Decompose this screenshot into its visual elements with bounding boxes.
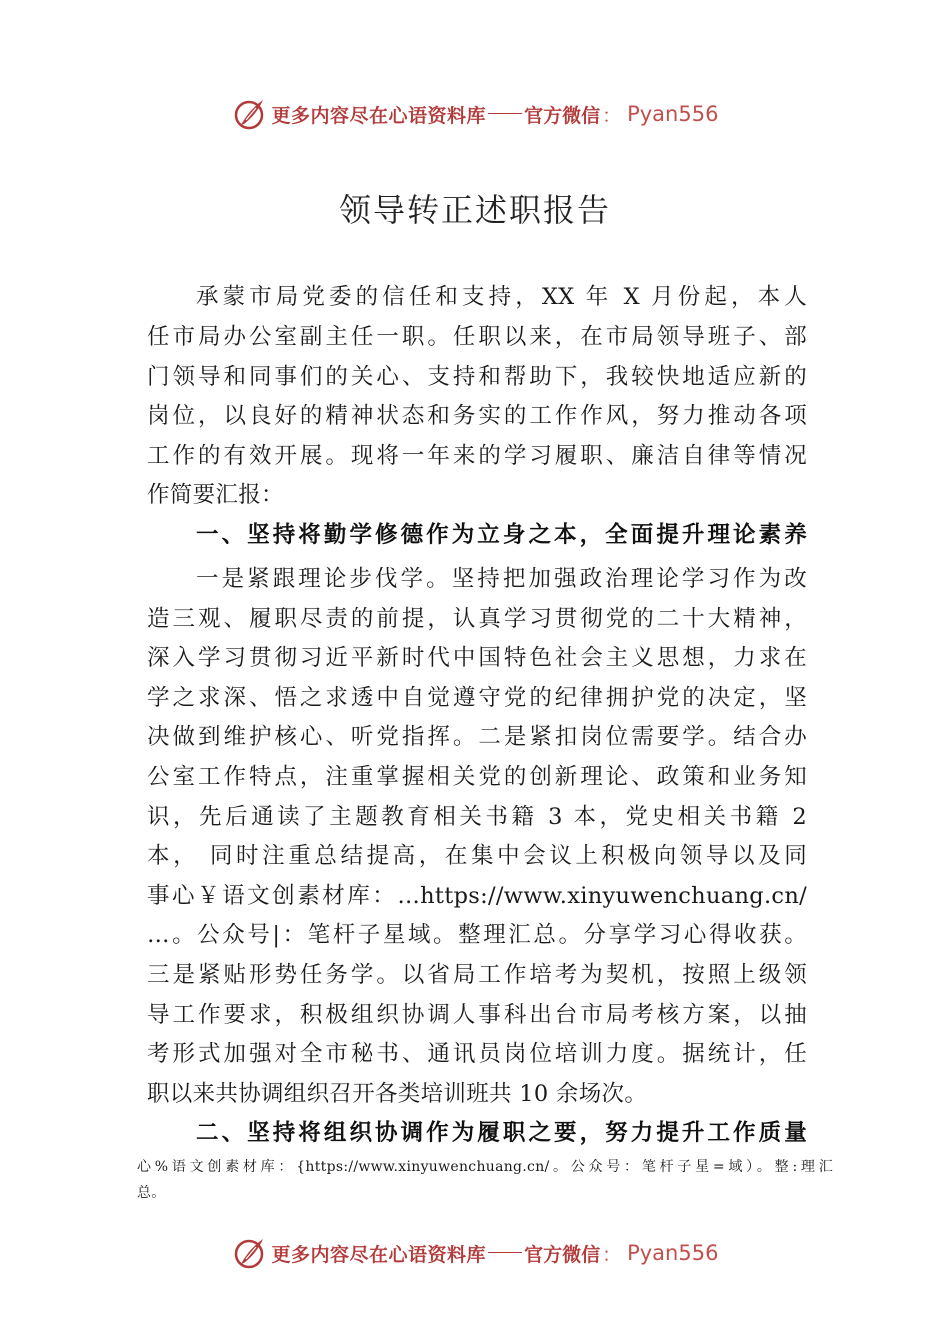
banner-brand-text: 更多内容尽在心语资料库 bbox=[271, 1243, 487, 1266]
paragraph-line: 三是紧贴形势任务学。以省局工作培考为契机，按照上级领 bbox=[147, 962, 807, 988]
paragraph-line: 任市局办公室副主任一职。任职以来，在市局领导班子、部 bbox=[147, 324, 807, 350]
paragraph-line: 事心￥语文创素材库：…https://www.xinyuwenchuang.cn/ bbox=[147, 883, 807, 909]
paragraph-line: 识，先后通读了主题教育相关书籍 3 本，党史相关书籍 2 bbox=[147, 804, 807, 830]
banner-wechat-id: Pyan556 bbox=[627, 1241, 719, 1265]
footer-banner bbox=[0, 1233, 950, 1273]
paragraph-line: 作简要汇报： bbox=[147, 482, 284, 508]
banner-colon: ： bbox=[602, 104, 622, 127]
quill-logo-icon bbox=[232, 1235, 268, 1271]
footnote-line: 心%语文创素材库：{https://www.xinyuwenchuang.cn/。公众号：笔杆子星=域）。整:理汇 bbox=[137, 1159, 833, 1175]
paragraph-line: 承蒙市局党委的信任和支持，XX 年 X 月份起，本人 bbox=[196, 284, 807, 310]
banner-colon: ： bbox=[602, 1243, 622, 1266]
paragraph-line: 一是紧跟理论步伐学。坚持把加强政治理论学习作为改 bbox=[196, 566, 807, 592]
paragraph-line: 考形式加强对全市秘书、通讯员岗位培训力度。据统计，任 bbox=[147, 1041, 807, 1067]
paragraph-line: 决做到维护核心、听党指挥。二是紧扣岗位需要学。结合办 bbox=[147, 724, 807, 750]
banner-wechat-id: Pyan556 bbox=[627, 102, 719, 126]
banner-dash bbox=[488, 113, 522, 114]
banner-brand-text: 更多内容尽在心语资料库 bbox=[271, 104, 487, 127]
document-title: 领导转正述职报告 bbox=[338, 191, 611, 229]
footnote-line: 总。 bbox=[137, 1185, 166, 1201]
quill-logo-icon bbox=[232, 96, 268, 132]
paragraph-line: 导工作要求，积极组织协调人事科出台市局考核方案，以抽 bbox=[147, 1002, 807, 1028]
paragraph-line: 造三观、履职尽责的前提，认真学习贯彻党的二十大精神， bbox=[147, 606, 807, 632]
banner-wechat-label: 官方微信 bbox=[524, 104, 601, 127]
paragraph-line: 学之求深、悟之求透中自觉遵守党的纪律拥护党的决定，坚 bbox=[147, 685, 807, 711]
section-heading-2: 二、坚持将组织协调作为履职之要，努力提升工作质量 bbox=[196, 1120, 807, 1146]
paragraph-line: 工作的有效开展。现将一年来的学习履职、廉洁自律等情况 bbox=[147, 443, 807, 469]
header-banner bbox=[0, 94, 950, 134]
paragraph-line: …。公众号|：笔杆子星域。整理汇总。分享学习心得收获。 bbox=[147, 922, 807, 948]
banner-wechat-label: 官方微信 bbox=[524, 1243, 601, 1266]
paragraph-line: 本， 同时注重总结提高，在集中会议上积极向领导以及同 bbox=[147, 843, 807, 869]
banner-dash bbox=[488, 1252, 522, 1253]
paragraph-line: 公室工作特点，注重掌握相关党的创新理论、政策和业务知 bbox=[147, 764, 807, 790]
paragraph-line: 职以来共协调组织召开各类培训班共 10 余场次。 bbox=[147, 1081, 648, 1107]
paragraph-line: 岗位，以良好的精神状态和务实的工作作风，努力推动各项 bbox=[147, 403, 807, 429]
paragraph-line: 深入学习贯彻习近平新时代中国特色社会主义思想，力求在 bbox=[147, 645, 807, 671]
paragraph-line: 门领导和同事们的关心、支持和帮助下，我较快地适应新的 bbox=[147, 364, 807, 390]
section-heading-1: 一、坚持将勤学修德作为立身之本，全面提升理论素养 bbox=[196, 522, 807, 548]
